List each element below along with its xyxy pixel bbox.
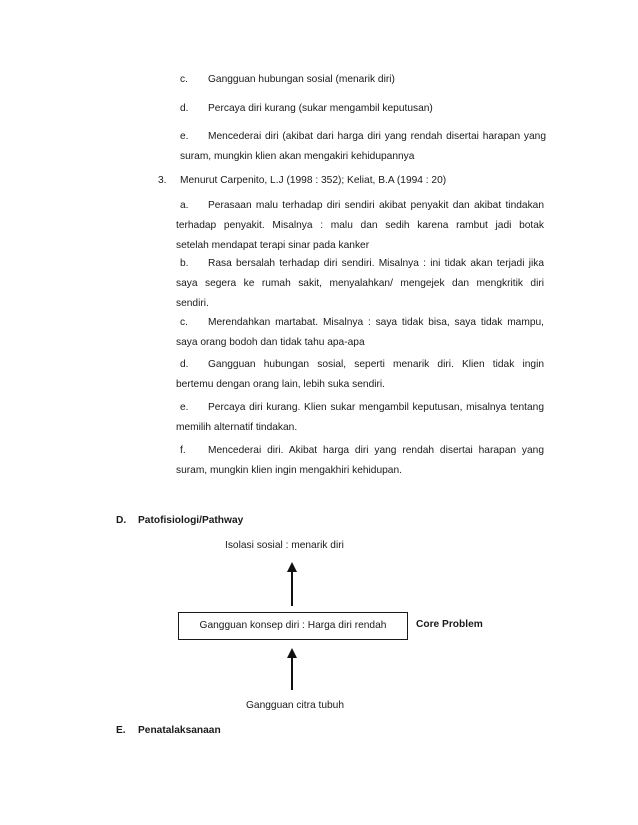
list-text-line: memilih alternatif tindakan. [176, 422, 298, 433]
list-text-line: Perasaan malu terhadap diri sendiri akibat penyakit dan akibat tindakan [208, 200, 544, 211]
list-text-line: Merendahkan martabat. Misalnya : saya tidak bisa, saya tidak mampu, [208, 317, 544, 328]
list-marker: e. [180, 131, 189, 142]
list-marker: e. [180, 402, 189, 413]
sub-item-a [176, 196, 544, 256]
list-item-e [180, 127, 546, 167]
section-d-heading [116, 511, 243, 531]
list-marker: c. [180, 74, 188, 85]
numbered-item-3 [158, 171, 446, 191]
section-title: Penatalaksanaan [138, 725, 221, 736]
list-marker: f. [180, 445, 186, 456]
core-problem-label: Core Problem [416, 619, 483, 630]
core-problem-text: Gangguan konsep diri : Harga diri rendah [199, 620, 387, 631]
list-text: Gangguan hubungan sosial (menarik diri) [208, 74, 395, 85]
sub-item-f [176, 441, 544, 481]
list-marker: b. [180, 258, 189, 269]
list-text-line: setelah mendapat terapi sinar pada kanker [176, 240, 370, 251]
list-item-c [180, 70, 395, 90]
core-problem-box [178, 612, 408, 640]
list-text-line: suram, mungkin klien ingin mengakhiri kehidupan. [176, 465, 402, 476]
list-marker: 3. [158, 175, 167, 186]
arrow-up-icon [284, 562, 300, 606]
sub-item-b [176, 254, 544, 314]
section-letter: D. [116, 515, 127, 526]
sub-item-d [176, 355, 544, 395]
pathway-bottom-node: Gangguan citra tubuh [246, 700, 344, 711]
arrow-up-icon [284, 648, 300, 690]
list-text-line: saya segera ke rumah sakit, menyalahkan/ mengejek dan mengkritik diri [176, 278, 544, 289]
list-marker: d. [180, 359, 189, 370]
list-marker: c. [180, 317, 188, 328]
list-text-line: Mencederai diri (akibat dari harga diri yang rendah disertai harapan yang [208, 131, 546, 142]
list-item-d [180, 99, 433, 119]
list-marker: d. [180, 103, 189, 114]
list-text-line: sendiri. [176, 298, 209, 309]
section-title: Patofisiologi/Pathway [138, 515, 244, 526]
list-marker: a. [180, 200, 189, 211]
list-text-line: Rasa bersalah terhadap diri sendiri. Misalnya : ini tidak akan terjadi jika [208, 258, 544, 269]
list-text: Percaya diri kurang (sukar mengambil keputusan) [208, 103, 433, 114]
section-e-heading [116, 721, 221, 741]
list-text-line: saya orang bodoh dan tidak tahu apa-apa [176, 337, 365, 348]
list-text-line: Gangguan hubungan sosial, seperti menarik diri. Klien tidak ingin [208, 359, 544, 370]
list-text-line: suram, mungkin klien akan mengakiri kehidupannya [180, 151, 415, 162]
sub-item-e [176, 398, 544, 438]
list-text: Menurut Carpenito, L.J (1998 : 352); Keliat, B.A (1994 : 20) [180, 175, 447, 186]
section-letter: E. [116, 725, 126, 736]
list-text-line: terhadap penyakit. Misalnya : malu dan sedih karena rambut jadi botak [176, 220, 544, 231]
sub-item-c [176, 313, 544, 353]
list-text-line: Percaya diri kurang. Klien sukar mengambil keputusan, misalnya tentang [208, 402, 544, 413]
list-text-line: bertemu dengan orang lain, lebih suka sendiri. [176, 379, 385, 390]
list-text-line: Mencederai diri. Akibat harga diri yang rendah disertai harapan yang [208, 445, 544, 456]
pathway-top-node: Isolasi sosial : menarik diri [225, 540, 344, 551]
